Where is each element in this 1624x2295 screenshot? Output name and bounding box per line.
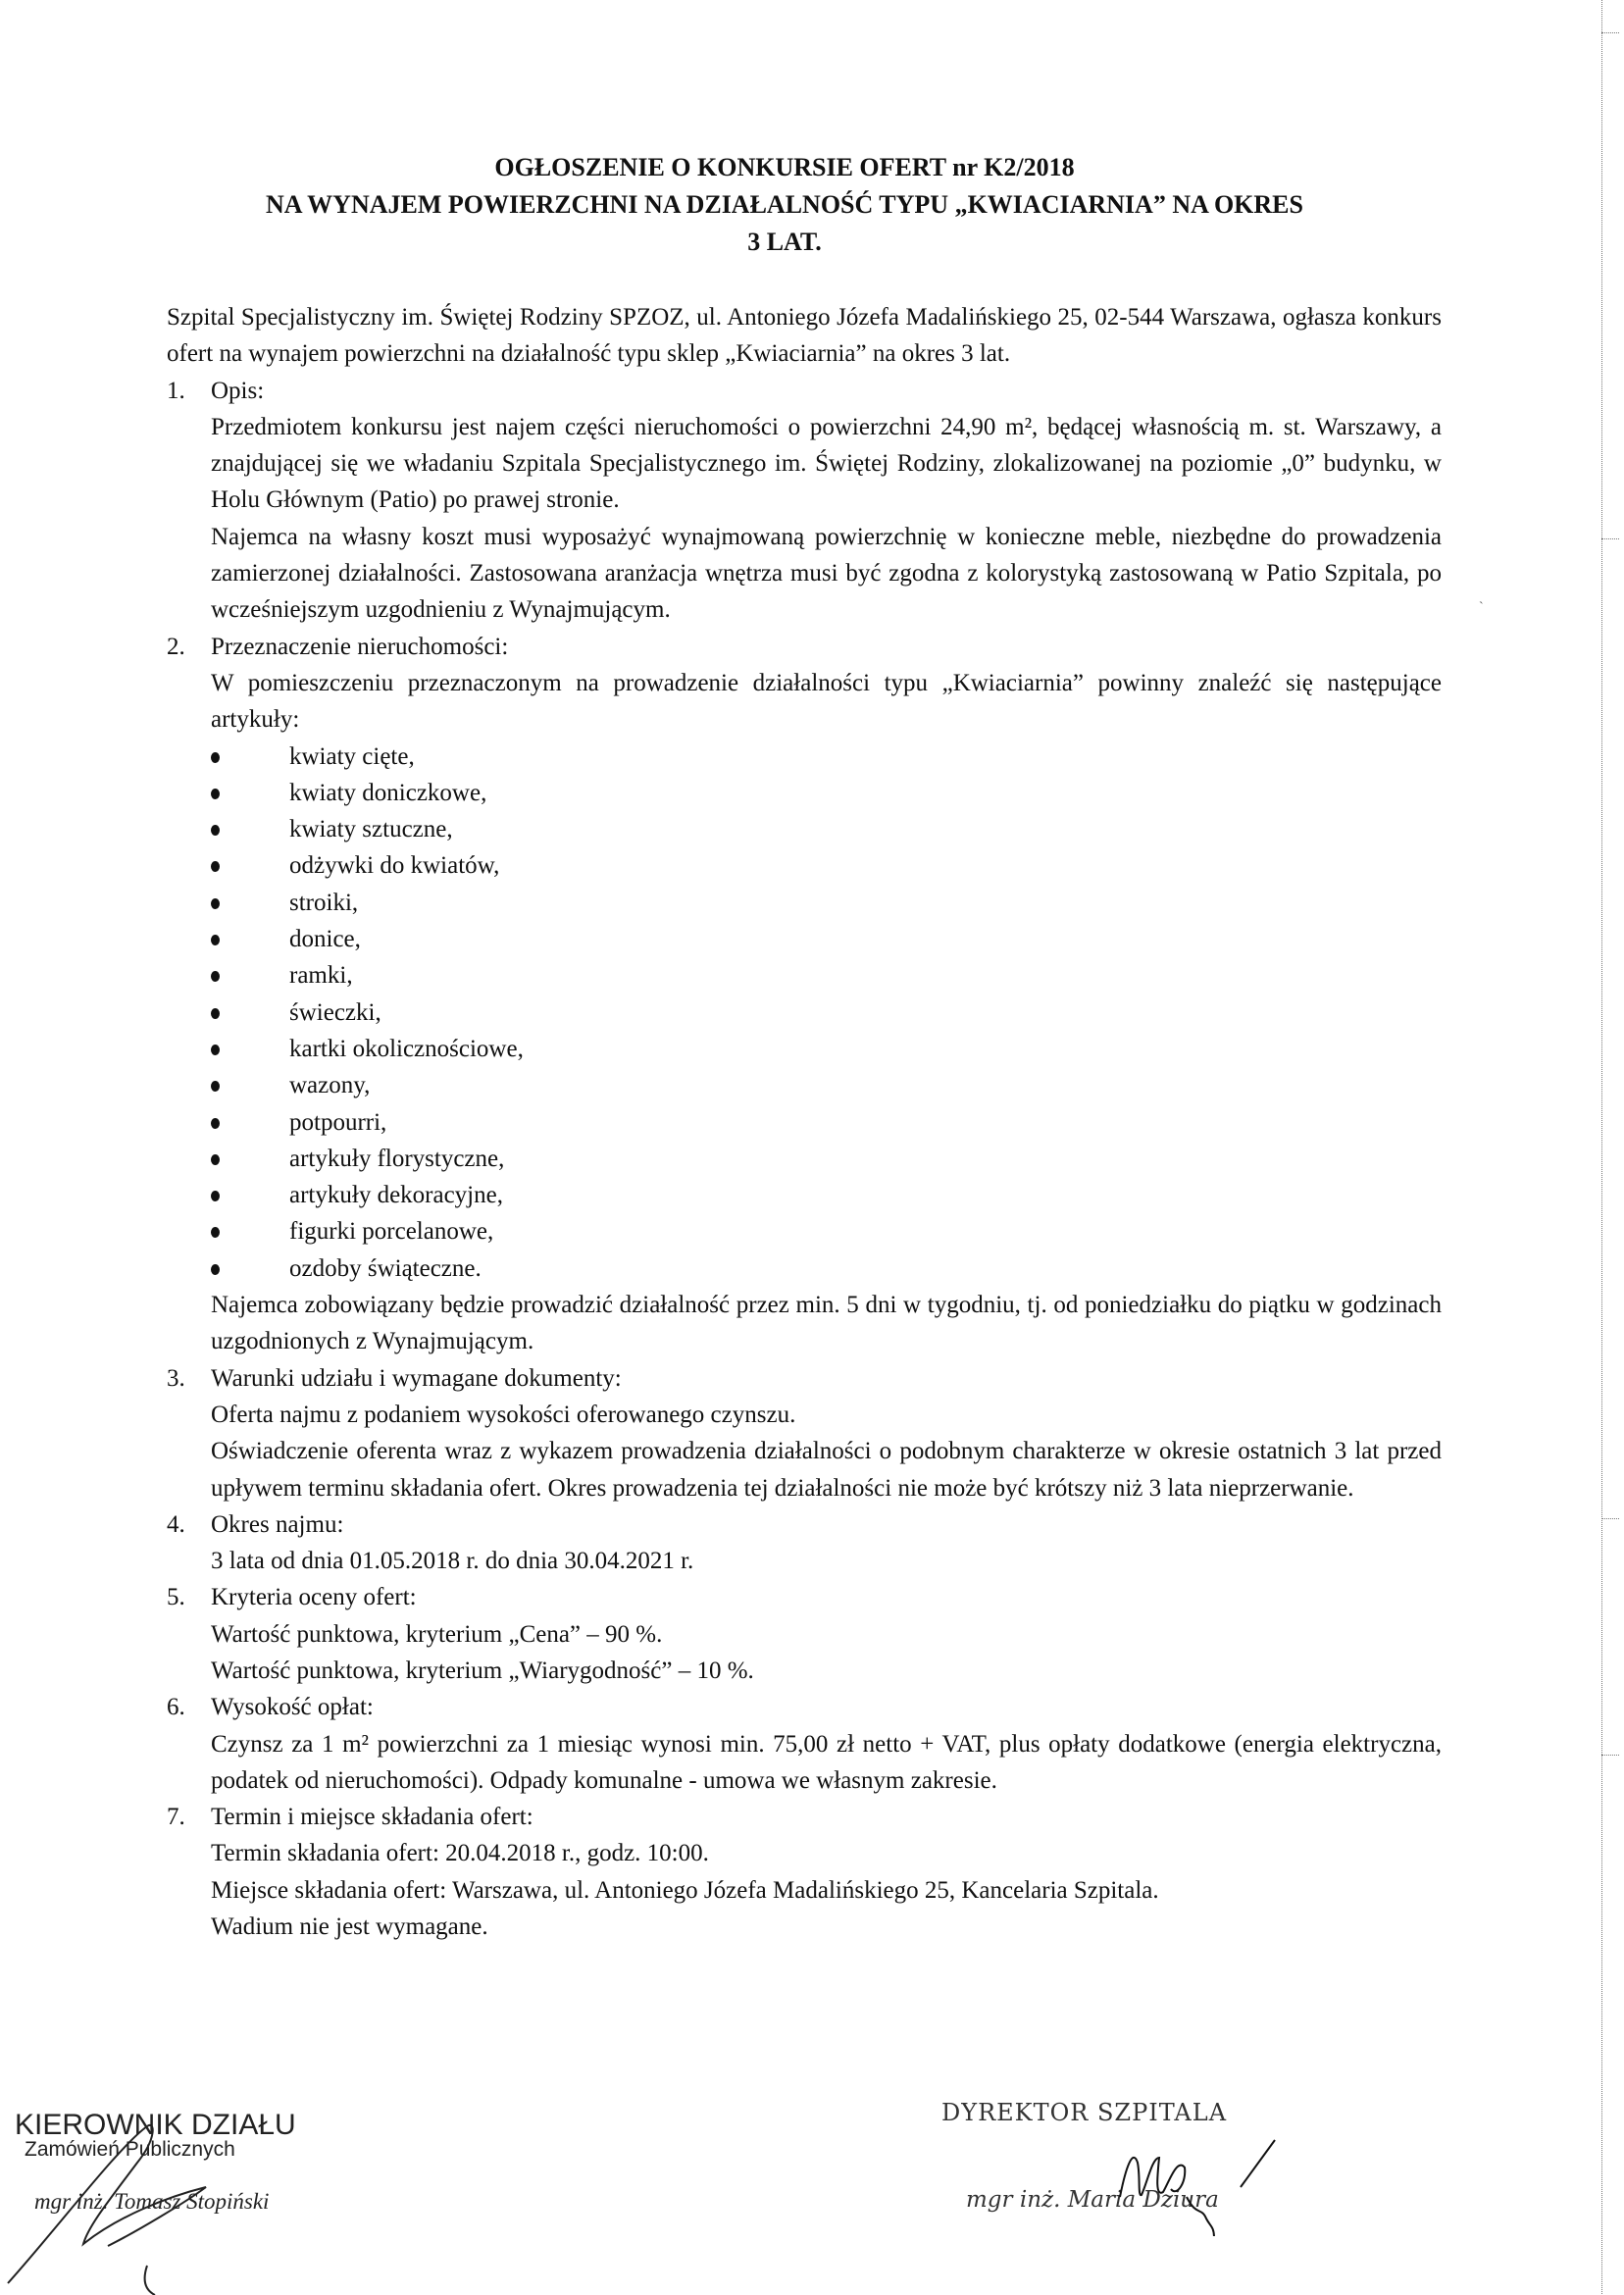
bullet-icon bbox=[211, 1227, 220, 1238]
section-conditions bbox=[167, 1360, 1442, 1506]
scan-speck: ` bbox=[1479, 600, 1484, 615]
bullet-icon bbox=[211, 1118, 220, 1129]
article-item bbox=[211, 1177, 1442, 1213]
article-item bbox=[211, 994, 1442, 1031]
section-paragraph: Wartość punktowa, kryterium „Wiarygodność” – 10 %. bbox=[211, 1657, 754, 1684]
title-line: NA WYNAJEM POWIERZCHNI NA DZIAŁALNOŚĆ TYPU „KWIACIARNIA” NA OKRES bbox=[266, 190, 1303, 219]
article-item-label: świeczki, bbox=[289, 998, 381, 1026]
section-number: 2. bbox=[167, 633, 185, 660]
section-criteria bbox=[167, 1579, 1442, 1689]
section-paragraph: 3 lata od dnia 01.05.2018 r. do dnia 30.04.2021 r. bbox=[211, 1548, 694, 1575]
section-paragraph: Czynsz za 1 m² powierzchni za 1 miesiąc wynosi min. 75,00 zł netto + VAT, plus opłaty dodatkowe (energia elektryczna, podatek od nieruchomości). Odpady komunalne - umowa we własnym zakresie. bbox=[211, 1730, 1442, 1794]
scan-edge-mark bbox=[1601, 1518, 1619, 1519]
document-body bbox=[167, 299, 1442, 1945]
section-paragraph: Wadium nie jest wymagane. bbox=[211, 1913, 488, 1941]
intro-paragraph: Szpital Specjalistyczny im. Świętej Rodziny SPZOZ, ul. Antoniego Józefa Madalińskiego 25, 02-544 Warszawa, ogłasza konkurs ofert na wynajem powierzchni na działalność typu sklep „Kwiaciarnia” na okres 3 lat. bbox=[167, 304, 1442, 368]
bullet-icon bbox=[211, 1191, 220, 1201]
section-number: 1. bbox=[167, 377, 185, 404]
bullet-icon bbox=[211, 1081, 220, 1092]
stamp-procurement-head bbox=[15, 2109, 338, 2215]
article-item bbox=[211, 885, 1442, 921]
bullet-icon bbox=[211, 861, 220, 872]
article-item-label: artykuły dekoracyjne, bbox=[289, 1182, 503, 1209]
bullet-icon bbox=[211, 898, 220, 909]
section-submission bbox=[167, 1799, 1442, 1945]
article-item bbox=[211, 739, 1442, 775]
title-line: 3 LAT. bbox=[747, 228, 822, 256]
section-number: 7. bbox=[167, 1804, 185, 1831]
article-item bbox=[211, 957, 1442, 994]
section-paragraph: Termin składania ofert: 20.04.2018 r., godz. 10:00. bbox=[211, 1840, 709, 1867]
section-heading: Wysokość opłat: bbox=[211, 1694, 374, 1721]
article-item bbox=[211, 1250, 1442, 1287]
article-item-label: stroiki, bbox=[289, 889, 359, 916]
section-paragraph: Oferta najmu z podaniem wysokości oferowanego czynszu. bbox=[211, 1401, 796, 1428]
section-heading: Warunki udziału i wymagane dokumenty: bbox=[211, 1364, 622, 1392]
article-item-label: odżywki do kwiatów, bbox=[289, 852, 500, 880]
article-item bbox=[211, 921, 1442, 957]
article-item-label: figurki porcelanowe, bbox=[289, 1218, 494, 1246]
document-title bbox=[147, 149, 1422, 261]
bullet-icon bbox=[211, 1045, 220, 1055]
article-item-label: potpourri, bbox=[289, 1108, 387, 1136]
stamp-name: mgr inż. Tomasz Stopiński bbox=[34, 2189, 270, 2214]
stamp-title: DYREKTOR SZPITALA bbox=[941, 2099, 1228, 2126]
article-item-label: kwiaty doniczkowe, bbox=[289, 779, 487, 806]
stamp-title: KIEROWNIK DZIAŁU bbox=[15, 2109, 296, 2141]
stamp-subtitle: Zamówień Publicznych bbox=[25, 2138, 235, 2161]
section-paragraph: Najemca zobowiązany będzie prowadzić działalność przez min. 5 dni w tygodniu, tj. od poniedziałku do piątku w godzinach uzgodnionych z Wynajmującym. bbox=[211, 1292, 1442, 1355]
stamp-name: mgr inż. Maria Dziura bbox=[966, 2187, 1219, 2213]
section-number: 6. bbox=[167, 1694, 185, 1721]
article-item-label: kwiaty cięte, bbox=[289, 742, 415, 770]
bullet-icon bbox=[211, 1154, 220, 1165]
article-item bbox=[211, 1104, 1442, 1141]
section-paragraph: Miejsce składania ofert: Warszawa, ul. Antoniego Józefa Madalińskiego 25, Kancelaria Szpitala. bbox=[211, 1876, 1159, 1904]
scan-edge-mark bbox=[1601, 1755, 1619, 1756]
article-item-label: wazony, bbox=[289, 1072, 371, 1099]
bullet-icon bbox=[211, 971, 220, 982]
bullet-icon bbox=[211, 1008, 220, 1019]
article-item bbox=[211, 1213, 1442, 1250]
section-paragraph: W pomieszczeniu przeznaczonym na prowadzenie działalności typu „Kwiaciarnia” powinny znaleźć się następujące artykuły: bbox=[211, 669, 1442, 734]
article-item-label: ramki, bbox=[289, 962, 353, 990]
section-paragraph: Najemca na własny koszt musi wyposażyć wynajmowaną powierzchnię w konieczne meble, niezbędne do prowadzenia zamierzonej działalności. Zastosowana aranżacja wnętrza musi być zgodna z kolorystyką zastosowaną w Patio Szpitala, po wcześniejszym uzgodnieniu z Wynajmującym. bbox=[211, 523, 1442, 624]
article-item-label: kartki okolicznościowe, bbox=[289, 1035, 524, 1062]
section-number: 4. bbox=[167, 1510, 185, 1538]
scan-page-edge bbox=[1601, 0, 1602, 2294]
article-item bbox=[211, 1031, 1442, 1067]
scan-edge-mark bbox=[1601, 538, 1619, 539]
bullet-icon bbox=[211, 752, 220, 763]
scan-edge-mark bbox=[1601, 32, 1619, 33]
bullet-icon bbox=[211, 1264, 220, 1275]
articles-list bbox=[211, 739, 1442, 1287]
section-heading: Przeznaczenie nieruchomości: bbox=[211, 633, 509, 660]
article-item-label: kwiaty sztuczne, bbox=[289, 816, 453, 843]
article-item-label: artykuły florystyczne, bbox=[289, 1145, 505, 1172]
section-purpose bbox=[167, 629, 1442, 1360]
section-paragraph: Przedmiotem konkursu jest najem części nieruchomości o powierzchni 24,90 m², będącej własnością m. st. Warszawy, a znajdującej się we władaniu Szpitala Specjalistycznego im. Świętej Rodziny, zlokalizowanej na poziomie „0” budynku, w Holu Głównym (Patio) po prawej stronie. bbox=[211, 413, 1442, 514]
article-item bbox=[211, 847, 1442, 884]
article-item bbox=[211, 811, 1442, 847]
bullet-icon bbox=[211, 935, 220, 945]
section-heading: Opis: bbox=[211, 377, 265, 404]
section-heading: Okres najmu: bbox=[211, 1510, 344, 1538]
stamp-director bbox=[941, 2099, 1314, 2213]
title-line: OGŁOSZENIE O KONKURSIE OFERT nr K2/2018 bbox=[494, 153, 1075, 181]
bullet-icon bbox=[211, 825, 220, 836]
section-paragraph: Oświadczenie oferenta wraz z wykazem prowadzenia działalności o podobnym charakterze w okresie ostatnich 3 lat przed upływem terminu składania ofert. Okres prowadzenia tej działalności nie może być krótszy niż 3 lata nieprzerwanie. bbox=[211, 1438, 1442, 1502]
section-fees bbox=[167, 1689, 1442, 1799]
section-number: 5. bbox=[167, 1584, 185, 1611]
section-paragraph: Wartość punktowa, kryterium „Cena” – 90 %. bbox=[211, 1620, 663, 1648]
article-item-label: ozdoby świąteczne. bbox=[289, 1254, 482, 1282]
section-number: 3. bbox=[167, 1364, 185, 1392]
article-item bbox=[211, 775, 1442, 811]
section-heading: Kryteria oceny ofert: bbox=[211, 1584, 417, 1611]
section-description bbox=[167, 373, 1442, 629]
article-item-label: donice, bbox=[289, 926, 361, 953]
article-item bbox=[211, 1067, 1442, 1103]
section-heading: Termin i miejsce składania ofert: bbox=[211, 1804, 533, 1831]
article-item bbox=[211, 1141, 1442, 1177]
section-lease-period bbox=[167, 1506, 1442, 1580]
bullet-icon bbox=[211, 789, 220, 799]
